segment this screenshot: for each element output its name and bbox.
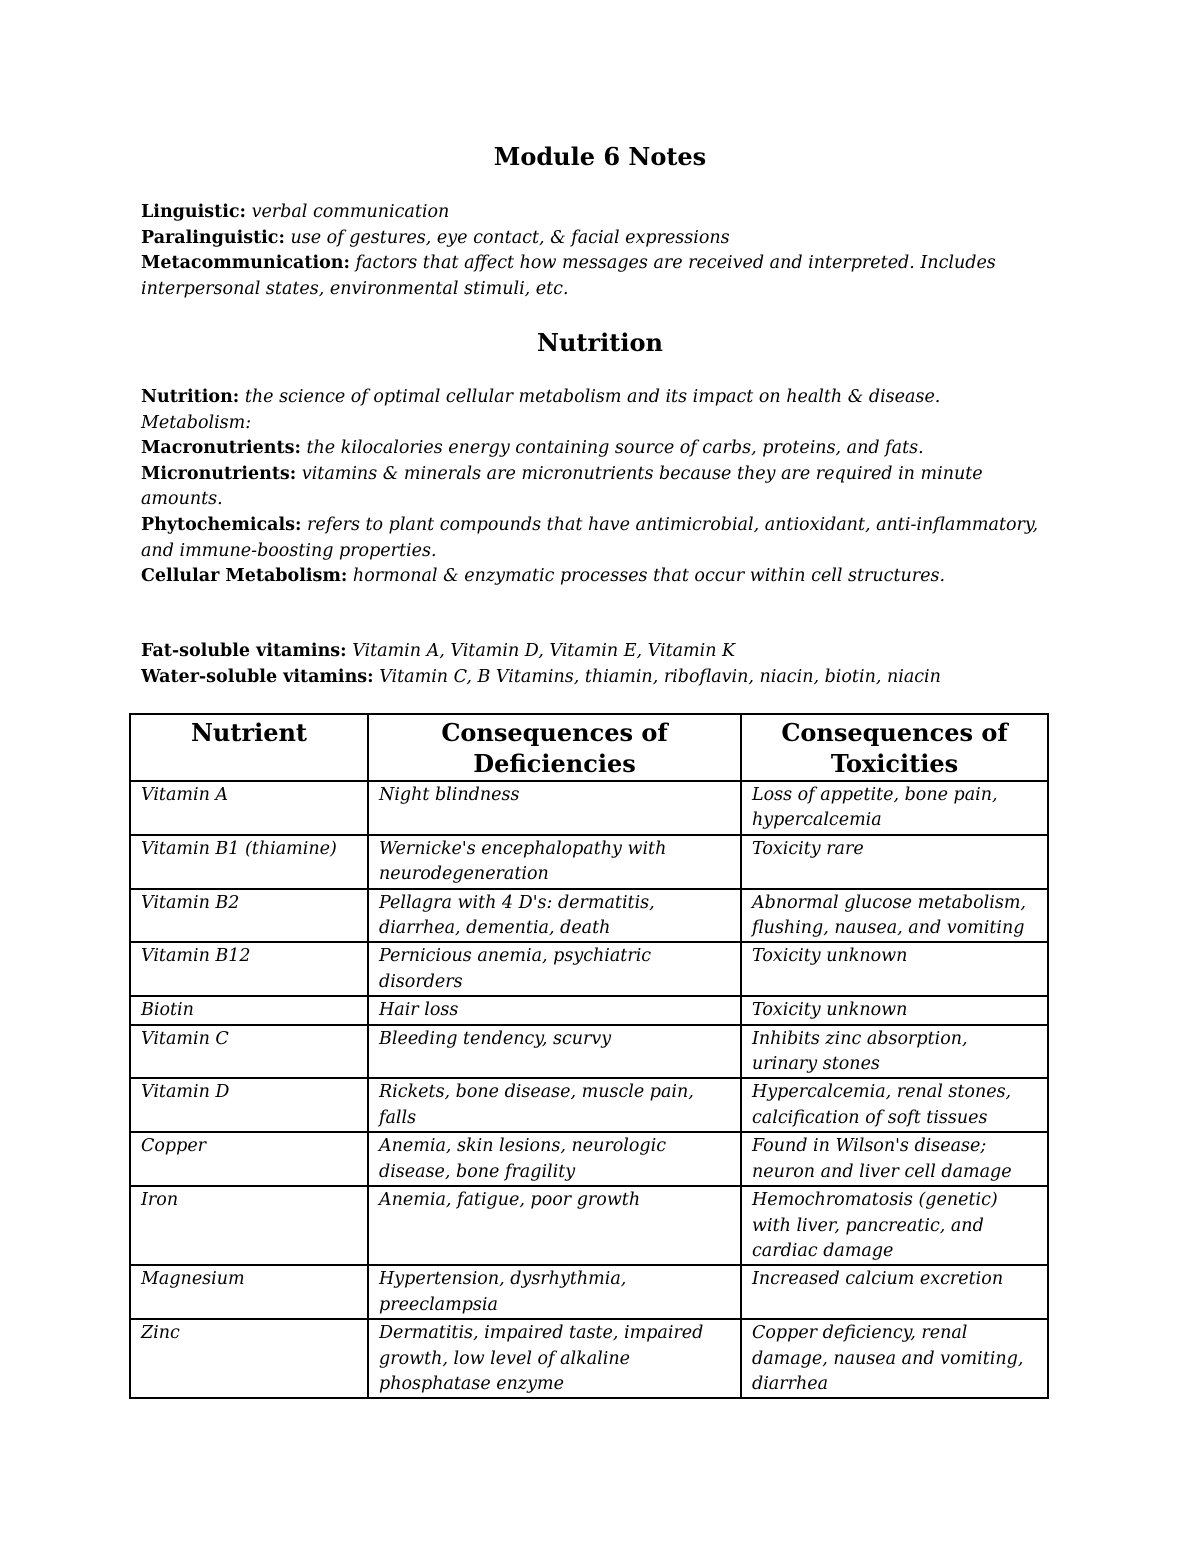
toxicity-cell: Toxicity unknown xyxy=(741,942,1048,996)
definition-term: Nutrition: xyxy=(141,387,240,407)
definition-line xyxy=(141,200,1061,226)
definition-text: verbal communication xyxy=(251,202,450,222)
table-row xyxy=(130,942,1048,996)
definition-text: refers to plant compounds that have antimicrobial, antioxidant, anti-inflammatory, and immune-boosting properties. xyxy=(141,514,1039,561)
definition-text: Vitamin C, B Vitamins, thiamin, riboflavin, niacin, biotin, niacin xyxy=(379,666,941,687)
page-title: Module 6 Notes xyxy=(493,142,707,171)
deficiency-cell: Pellagra with 4 D's: dermatitis, diarrhea, dementia, death xyxy=(368,889,741,943)
nutrient-cell: Copper xyxy=(130,1132,368,1186)
definition-term: Fat-soluble vitamins: xyxy=(141,641,347,661)
definition-line xyxy=(141,226,1061,252)
nutrient-cell: Vitamin B1 (thiamine) xyxy=(130,835,368,889)
table-row xyxy=(130,781,1048,835)
definition-text: Vitamin A, Vitamin D, Vitamin E, Vitamin K xyxy=(352,641,736,661)
toxicity-cell: Toxicity unknown xyxy=(741,996,1048,1024)
vitamin-definitions xyxy=(141,639,1061,690)
nutrient-cell: Vitamin A xyxy=(130,781,368,835)
section-title: Nutrition xyxy=(537,328,663,357)
definition-line xyxy=(141,462,1061,513)
definition-term: Macronutrients: xyxy=(141,438,301,459)
definition-line xyxy=(141,564,1061,590)
deficiency-cell: Dermatitis, impaired taste, impaired growth, low level of alkaline phosphatase enzyme xyxy=(368,1319,741,1398)
definition-line xyxy=(141,513,1061,564)
table-header-row xyxy=(130,714,1048,781)
definition-term: Cellular Metabolism: xyxy=(141,566,348,587)
deficiency-cell: Pernicious anemia, psychiatric disorders xyxy=(368,942,741,996)
toxicity-cell: Abnormal glucose metabolism, flushing, nausea, and vomiting xyxy=(741,889,1048,943)
nutrient-cell: Vitamin C xyxy=(130,1025,368,1079)
deficiency-cell: Night blindness xyxy=(368,781,741,835)
table-row xyxy=(130,835,1048,889)
definition-text: the kilocalories energy containing source of carbs, proteins, and fats. xyxy=(306,438,924,459)
definition-line xyxy=(141,251,1061,302)
toxicity-cell: Loss of appetite, bone pain, hypercalcemia xyxy=(741,781,1048,835)
header-deficiencies: Consequences of Deficiencies xyxy=(368,714,741,781)
nutrient-cell: Zinc xyxy=(130,1319,368,1398)
nutrient-table xyxy=(129,713,1049,1399)
definition-line xyxy=(141,665,1061,691)
toxicity-cell: Hypercalcemia, renal stones, calcification of soft tissues xyxy=(741,1078,1048,1132)
communication-definitions xyxy=(141,200,1061,302)
table-row xyxy=(130,1319,1048,1398)
deficiency-cell: Hair loss xyxy=(368,996,741,1024)
deficiency-cell: Hypertension, dysrhythmia, preeclampsia xyxy=(368,1265,741,1319)
definition-text: the science of optimal cellular metabolism and its impact on health & disease. xyxy=(244,387,941,407)
deficiency-cell: Bleeding tendency, scurvy xyxy=(368,1025,741,1079)
deficiency-cell: Anemia, skin lesions, neurologic disease, bone fragility xyxy=(368,1132,741,1186)
toxicity-cell: Toxicity rare xyxy=(741,835,1048,889)
nutrient-cell: Vitamin B12 xyxy=(130,942,368,996)
nutrient-cell: Vitamin B2 xyxy=(130,889,368,943)
toxicity-cell: Found in Wilson's disease; neuron and liver cell damage xyxy=(741,1132,1048,1186)
table-row xyxy=(130,1025,1048,1079)
toxicity-cell: Hemochromatosis (genetic) with liver, pancreatic, and cardiac damage xyxy=(741,1186,1048,1265)
definition-term: Water-soluble vitamins: xyxy=(141,666,374,687)
definition-text: hormonal & enzymatic processes that occur within cell structures. xyxy=(352,566,946,587)
nutrient-cell: Vitamin D xyxy=(130,1078,368,1132)
definition-term: Micronutrients: xyxy=(141,463,297,484)
definition-term: Paralinguistic: xyxy=(141,227,285,248)
deficiency-cell: Rickets, bone disease, muscle pain, falls xyxy=(368,1078,741,1132)
toxicity-cell: Inhibits zinc absorption, urinary stones xyxy=(741,1025,1048,1079)
header-toxicities: Consequences of Toxicities xyxy=(741,714,1048,781)
deficiency-cell: Anemia, fatigue, poor growth xyxy=(368,1186,741,1265)
table-row xyxy=(130,996,1048,1024)
nutrient-cell: Magnesium xyxy=(130,1265,368,1319)
nutrition-definitions xyxy=(141,385,1061,590)
definition-term: Phytochemicals: xyxy=(141,514,302,535)
table-row xyxy=(130,889,1048,943)
definition-text: vitamins & minerals are micronutrients because they are required in minute amounts. xyxy=(141,463,983,510)
toxicity-cell: Increased calcium excretion xyxy=(741,1265,1048,1319)
definition-text: use of gestures, eye contact, & facial expressions xyxy=(290,227,730,248)
definition-text: Metabolism: xyxy=(141,412,252,433)
table-row xyxy=(130,1132,1048,1186)
toxicity-cell: Copper deficiency, renal damage, nausea and vomiting, diarrhea xyxy=(741,1319,1048,1398)
header-nutrient: Nutrient xyxy=(130,714,368,781)
definition-term: Metacommunication: xyxy=(141,253,350,274)
definition-line xyxy=(141,385,1061,411)
definition-term: Linguistic: xyxy=(141,202,246,222)
definition-line xyxy=(141,411,1061,437)
nutrient-cell: Biotin xyxy=(130,996,368,1024)
table-row xyxy=(130,1186,1048,1265)
nutrient-cell: Iron xyxy=(130,1186,368,1265)
definition-text: factors that affect how messages are received and interpreted. Includes interpersonal states, environmental stimuli, etc. xyxy=(141,253,996,299)
definition-line xyxy=(141,436,1061,462)
table-row xyxy=(130,1265,1048,1319)
deficiency-cell: Wernicke's encephalopathy with neurodegeneration xyxy=(368,835,741,889)
definition-line xyxy=(141,639,1061,665)
table-row xyxy=(130,1078,1048,1132)
